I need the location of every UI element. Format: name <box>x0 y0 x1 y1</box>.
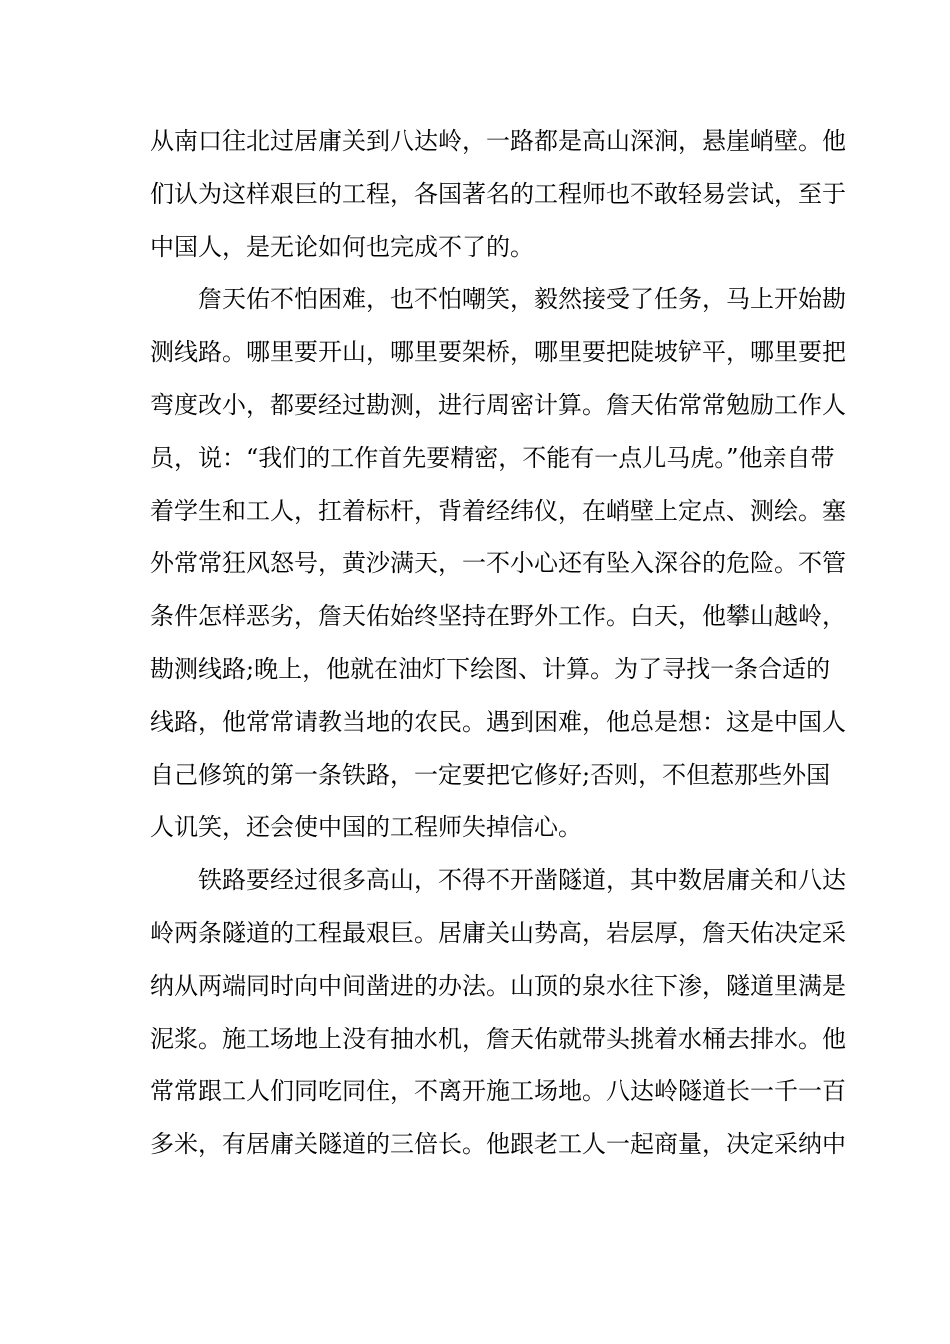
text-line: 弯度改小，都要经过勘测，进行周密计算。詹天佑常常勉励工作人 <box>150 390 846 419</box>
text-line: 勘测线路;晚上，他就在油灯下绘图、计算。为了寻找一条合适的 <box>150 654 831 683</box>
text-line: 们认为这样艰巨的工程，各国著名的工程师也不敢轻易尝试，至于 <box>150 179 846 208</box>
body-text <box>150 115 846 1171</box>
text-line: 中国人，是无论如何也完成不了的。 <box>150 232 534 261</box>
text-line: 员，说：“我们的工作首先要精密，不能有一点儿马虎。”他亲自带 <box>150 443 835 472</box>
paragraph <box>150 115 846 273</box>
text-line: 测线路。哪里要开山，哪里要架桥，哪里要把陡坡铲平，哪里要把 <box>150 338 846 367</box>
text-line: 线路，他常常请教当地的农民。遇到困难，他总是想：这是中国人 <box>150 707 846 736</box>
text-line: 詹天佑不怕困难，也不怕嘲笑，毅然接受了任务，马上开始勘 <box>198 285 846 314</box>
text-line: 泥浆。施工场地上没有抽水机，詹天佑就带头挑着水桶去排水。他 <box>150 1024 846 1053</box>
text-line: 人讥笑，还会使中国的工程师失掉信心。 <box>150 813 582 842</box>
text-line: 常常跟工人们同吃同住，不离开施工场地。八达岭隧道长一千一百 <box>150 1077 846 1106</box>
text-line: 条件怎样恶劣，詹天佑始终坚持在野外工作。白天，他攀山越岭， <box>150 602 846 631</box>
paragraph <box>150 854 846 1171</box>
text-line: 铁路要经过很多高山，不得不开凿隧道，其中数居庸关和八达 <box>198 866 846 895</box>
text-line: 纳从两端同时向中间凿进的办法。山顶的泉水往下渗，隧道里满是 <box>150 971 846 1000</box>
text-line: 岭两条隧道的工程最艰巨。居庸关山势高，岩层厚，詹天佑决定采 <box>150 918 846 947</box>
text-line: 着学生和工人，扛着标杆，背着经纬仪，在峭壁上定点、测绘。塞 <box>150 496 846 525</box>
paragraph <box>150 273 846 854</box>
text-line: 多米，有居庸关隧道的三倍长。他跟老工人一起商量，决定采纳中 <box>150 1130 846 1159</box>
text-line: 外常常狂风怒号，黄沙满天，一不小心还有坠入深谷的危险。不管 <box>150 549 846 578</box>
text-line: 从南口往北过居庸关到八达岭，一路都是高山深涧，悬崖峭壁。他 <box>150 127 846 155</box>
text-line: 自己修筑的第一条铁路，一定要把它修好;否则，不但惹那些外国 <box>150 760 831 789</box>
